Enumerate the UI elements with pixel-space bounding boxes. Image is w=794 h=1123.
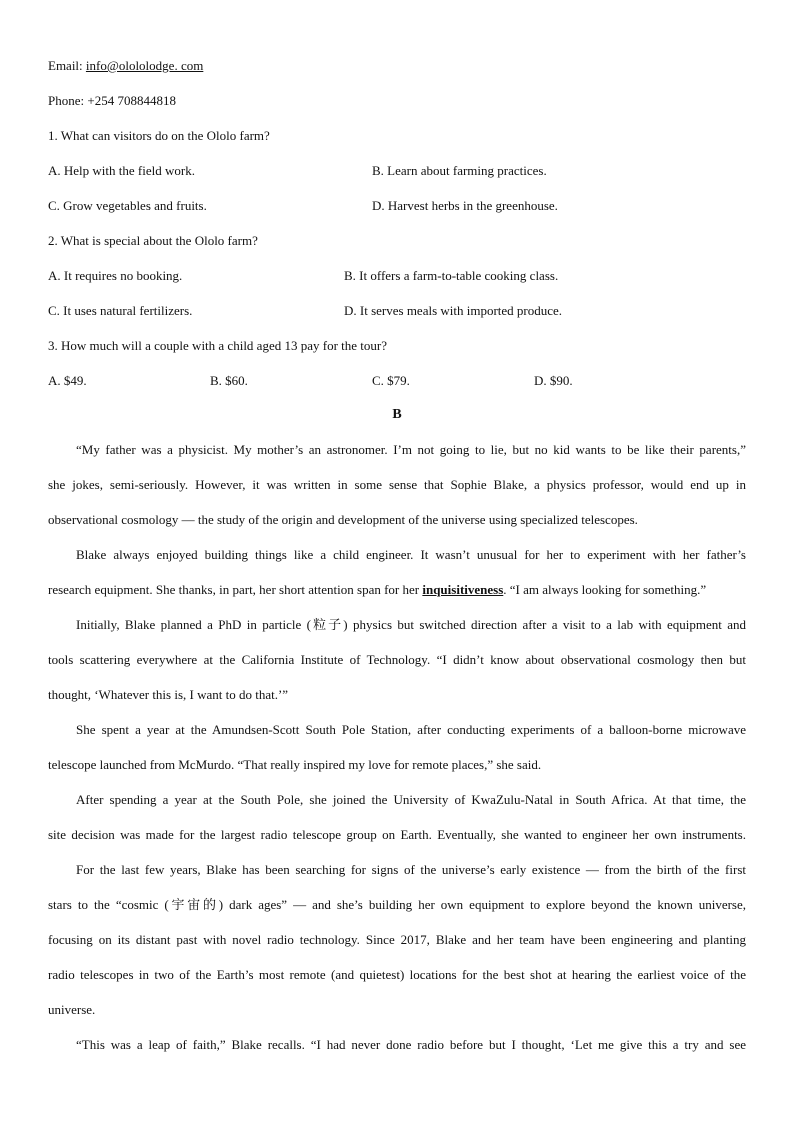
passage-line: She spent a year at the Amundsen-Scott South Pole Station, after conducting experiments of a balloon-borne microwave (76, 722, 746, 737)
q1-option-a: A. Help with the field work. (48, 163, 195, 178)
passage-line: she jokes, semi-seriously. However, it was written in some sense that Sophie Blake, a physics professor, would end up in (48, 477, 746, 492)
passage-text: . “I am always looking for something.” (503, 582, 707, 597)
passage-text: research equipment. She thanks, in part, her short attention span for her (48, 582, 420, 597)
passage-line: Initially, Blake planned a PhD in particle (粒子) physics but switched direction after a visit to a lab with equipment and (76, 617, 746, 632)
passage-line: stars to the “cosmic (宇宙的) dark ages” — and she’s building her own equipment to explore beyond the known universe, (48, 897, 746, 912)
highlighted-word: inquisitiveness (422, 582, 504, 597)
passage-line: After spending a year at the South Pole, she joined the University of KwaZulu-Natal in South Africa. At that time, the (76, 792, 746, 807)
email-line (48, 58, 203, 74)
q2-option-b: B. It offers a farm-to-table cooking class. (344, 268, 559, 283)
q2-option-c: C. It uses natural fertilizers. (48, 303, 193, 318)
passage-line: tools scattering everywhere at the California Institute of Technology. “I didn’t know about observational cosmology then but (48, 652, 746, 667)
passage-line: “My father was a physicist. My mother’s an astronomer. I’m not going to lie, but no kid wants to be like their parents,” (76, 442, 746, 457)
passage-line: telescope launched from McMurdo. “That really inspired my love for remote places,” she said. (48, 757, 542, 772)
question-3: 3. How much will a couple with a child aged 13 pay for the tour? (48, 338, 387, 353)
q1-option-d: D. Harvest herbs in the greenhouse. (372, 198, 558, 213)
passage-line: Blake always enjoyed building things like a child engineer. It wasn’t unusual for her to experiment with her father’s (76, 547, 746, 562)
email-link[interactable]: info@olololodge. com (85, 58, 204, 73)
passage-line: For the last few years, Blake has been searching for signs of the universe’s early existence — from the birth of the first (76, 862, 746, 877)
q2-option-a: A. It requires no booking. (48, 268, 183, 283)
section-heading: B (392, 407, 402, 422)
q1-option-b: B. Learn about farming practices. (372, 163, 547, 178)
passage-line: observational cosmology — the study of the origin and development of the universe using specialized telescopes. (48, 512, 638, 527)
q3-option-c: C. $79. (372, 373, 410, 388)
q3-option-a: A. $49. (48, 373, 87, 388)
question-1: 1. What can visitors do on the Ololo farm? (48, 128, 270, 143)
passage-line: radio telescopes in two of the Earth’s most remote (and quietest) locations for the best shot at hearing the earliest voice of the (48, 967, 746, 982)
q3-option-d: D. $90. (534, 373, 573, 388)
passage-line: universe. (48, 1002, 96, 1017)
question-2: 2. What is special about the Ololo farm? (48, 233, 258, 248)
passage-line (48, 582, 746, 598)
phone-line: Phone: +254 708844818 (48, 93, 176, 108)
passage-line: “This was a leap of faith,” Blake recalls. “I had never done radio before but I thought, ‘Let me give this a try and see (76, 1037, 746, 1052)
passage-line: thought, ‘Whatever this is, I want to do that.’” (48, 687, 289, 702)
passage-line: focusing on its distant past with novel radio technology. Since 2017, Blake and her team have been engineering and planting (48, 932, 746, 947)
q2-option-d: D. It serves meals with imported produce. (344, 303, 563, 318)
passage-line: site decision was made for the largest radio telescope group on Earth. Eventually, she wanted to engineer her own instruments. (48, 827, 746, 842)
email-label: Email: (48, 58, 83, 73)
q3-option-b: B. $60. (210, 373, 248, 388)
q1-option-c: C. Grow vegetables and fruits. (48, 198, 207, 213)
